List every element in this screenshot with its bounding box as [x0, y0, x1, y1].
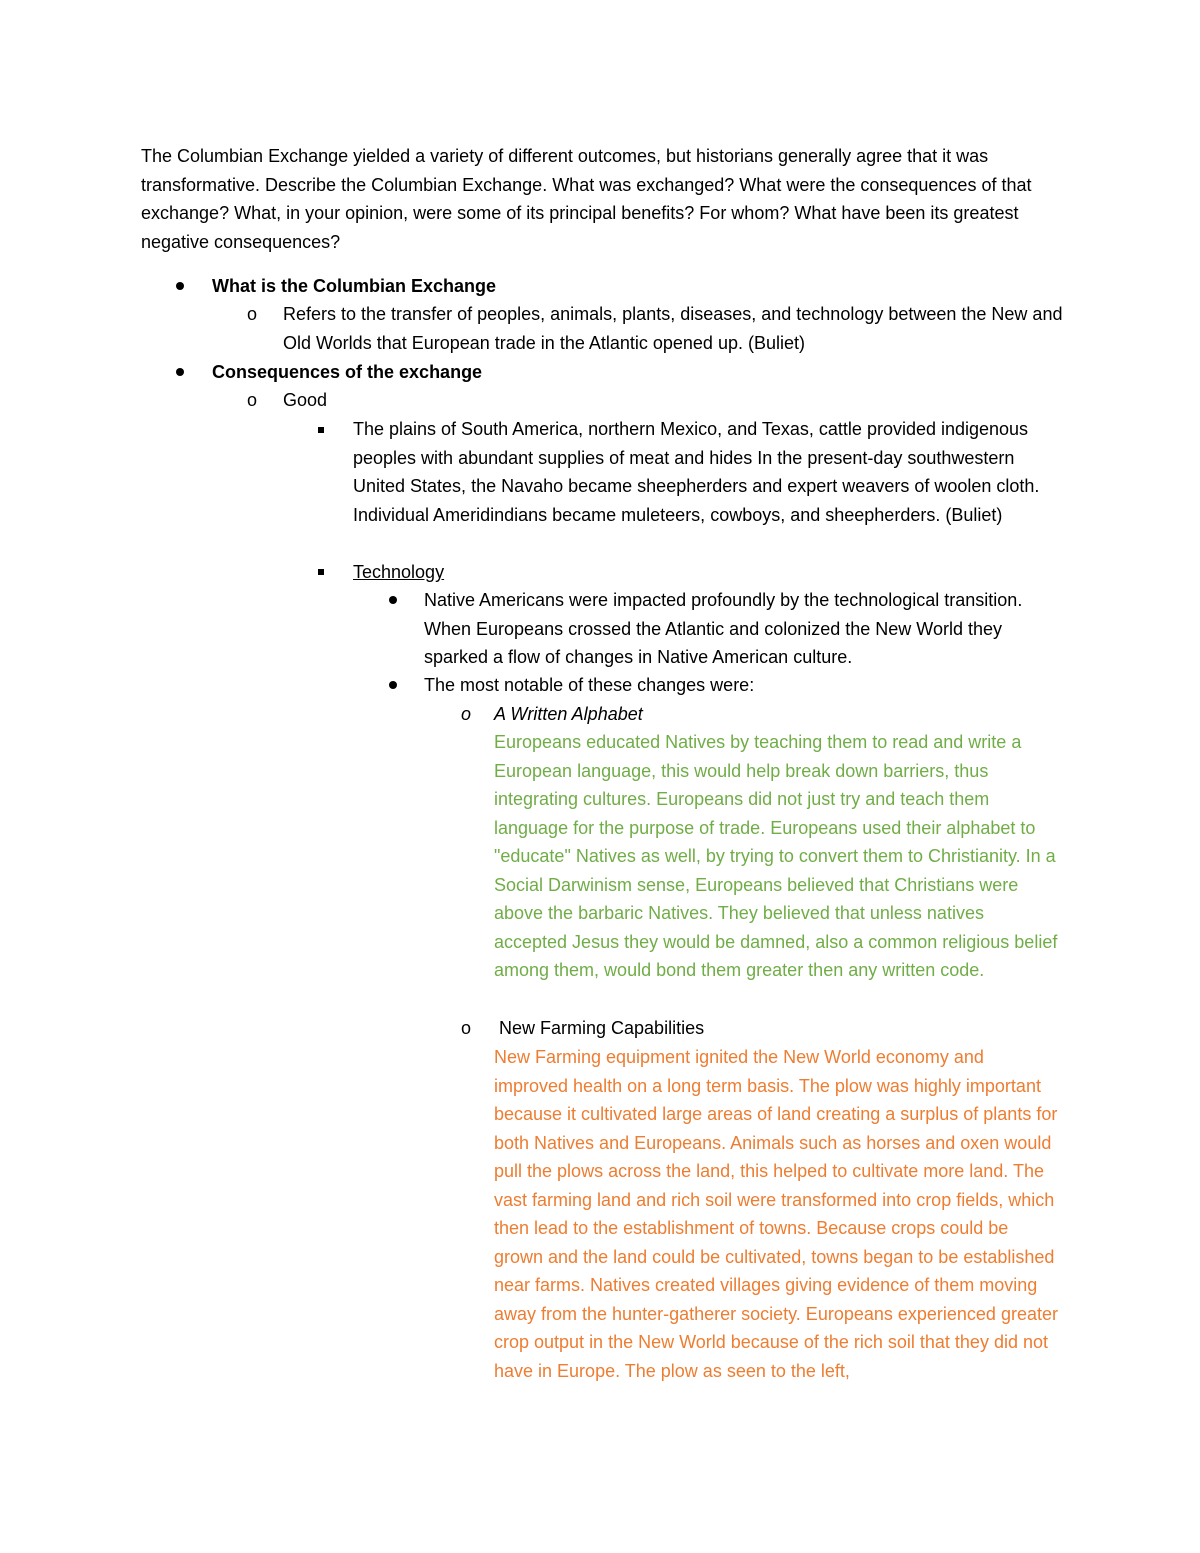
- essay-prompt: The Columbian Exchange yielded a variety of different outcomes, but historians generally agree that it was transformative. Describe the Columbian Exchange. What was exchanged? What were the consequences of that exchange? What, in your opinion, were some of its principal benefits? For whom? What have been its greatest negative consequences?: [141, 146, 1032, 252]
- definition-text: Refers to the transfer of peoples, animals, plants, diseases, and technology between the New and Old Worlds that European trade in the Atlantic opened up. (Buliet): [283, 304, 1063, 353]
- bullet-disc-icon: [389, 681, 397, 689]
- good-label: Good: [283, 390, 328, 410]
- bullet-square-icon: [318, 427, 324, 433]
- technology-point-1: Native Americans were impacted profoundly by the technological transition. When Europeans crossed the Atlantic and colonized the New World they sparked a flow of changes in Native American culture.: [424, 590, 1023, 667]
- bullet-o-marker: o: [461, 704, 472, 724]
- alphabet-title: A Written Alphabet: [494, 704, 643, 724]
- bullet-o-marker: o: [461, 1018, 472, 1038]
- bullet-disc-icon: [176, 368, 184, 376]
- farming-text: New Farming equipment ignited the New World economy and improved health on a long term basis. The plow was highly important because it cultivated large areas of land creating a surplus of plants for both Natives and Europeans. Animals such as horses and oxen would pull the plows across the land, this helped to cultivate more land. The vast farming land and rich soil were transformed into crop fields, which then lead to the establishment of towns. Because crops could be grown and the land could be cultivated, towns began to be established near farms. Natives created villages giving evidence of them moving away from the hunter-gatherer society. Europeans experienced greater crop output in the New World because of the rich soil that they did not have in Europe. The plow as seen to the left,: [494, 1047, 1058, 1381]
- bullet-disc-icon: [389, 596, 397, 604]
- bullet-o-marker: o: [247, 304, 258, 324]
- technology-point-2: The most notable of these changes were:: [424, 675, 755, 695]
- bullet-square-icon: [318, 569, 324, 575]
- heading-what-is: What is the Columbian Exchange: [212, 276, 497, 296]
- farming-title: New Farming Capabilities: [499, 1018, 705, 1038]
- plains-text: The plains of South America, northern Mexico, and Texas, cattle provided indigenous peoples with abundant supplies of meat and hides In the present-day southwestern United States, the Navaho became sheepherders and expert weavers of woolen cloth. Individual Ameridindians became muleteers, cowboys, and sheepherders. (Buliet): [353, 419, 1040, 525]
- heading-consequences: Consequences of the exchange: [212, 362, 483, 382]
- bullet-o-marker: o: [247, 390, 258, 410]
- technology-label: Technology: [353, 562, 445, 582]
- bullet-disc-icon: [176, 282, 184, 290]
- alphabet-text: Europeans educated Natives by teaching them to read and write a European language, this would help break down barriers, thus integrating cultures. Europeans did not just try and teach them language for the purpose of trade. Europeans used their alphabet to "educate" Natives as well, by trying to convert them to Christianity. In a Social Darwinism sense, Europeans believed that Christians were above the barbaric Natives. They believed that unless natives accepted Jesus they would be damned, also a common religious belief among them, would bond them greater then any written code.: [494, 732, 1058, 980]
